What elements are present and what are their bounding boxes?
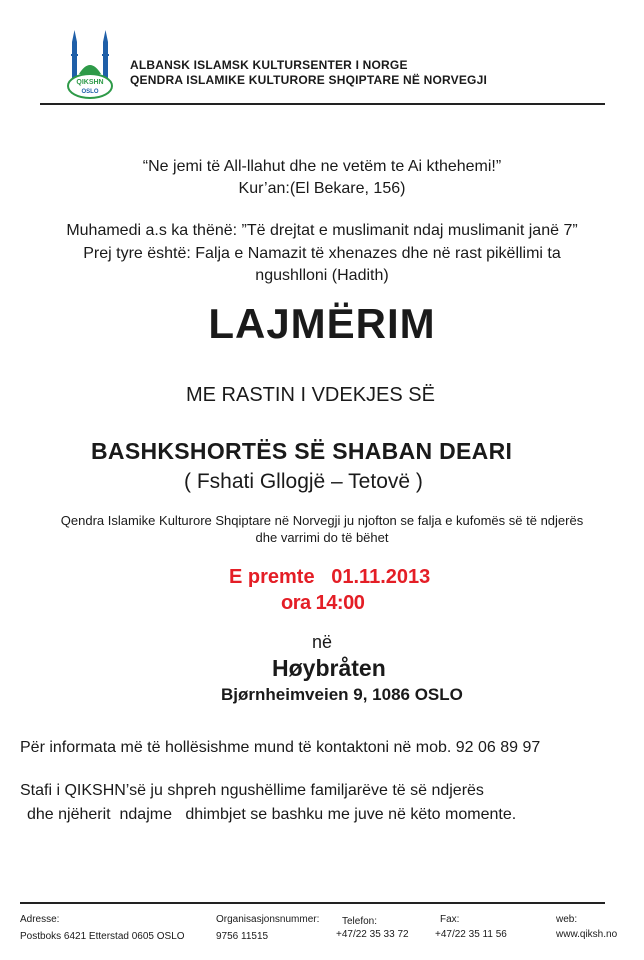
footer-phone-label: Telefon: [342,916,378,927]
hadith-line: Prej tyre është: Falja e Namazit të xhenazes dhe në rast pikëllimi ta [83,245,561,262]
condolence-line: dhe njëherit ndajme dhimbjet se bashku me juve në këto momente. [27,806,517,823]
footer-fax: +47/22 35 11 56 [435,929,507,940]
footer-phone: +47/22 35 33 72 [336,929,409,940]
condolence-line: Stafi i QIKSHN’së ju shpreh ngushëllime familjarëve të së ndjerës [20,782,484,799]
hadith-line: ngushlloni (Hadith) [255,267,389,284]
quran-reference: Kur’an:(El Bekare, 156) [238,180,406,197]
footer-address-label: Adresse: [20,914,60,925]
funeral-notice: dhe varrimi do të bëhet [255,530,389,545]
deceased-name: BASHKSHORTËS SË SHABAN DEARI [91,438,513,464]
funeral-time: ora 14:00 [281,592,365,614]
occasion-text: ME RASTIN I VDEKJES SË [186,384,435,406]
footer-orgnr: 9756 11515 [216,931,269,942]
mosque-logo [66,28,114,100]
footer-address: Postboks 6421 Etterstad 0605 OSLO [20,931,185,942]
header-divider [40,103,605,105]
dome-icon [79,65,101,74]
deceased-village: ( Fshati Gllogjë – Tetovë ) [184,470,423,493]
organization-name-norwegian: ALBANSK ISLAMSK KULTURSENTER I NORGE [130,58,408,72]
organization-name-albanian: QENDRA ISLAMIKE KULTURORE SHQIPTARE NË NORVEGJI [130,73,487,87]
funeral-notice: Qendra Islamike Kulturore Shqiptare në Norvegji ju njofton se falja e kufomës së të ndjerës [60,513,584,528]
logo-subtext: OSLO [81,89,99,95]
minaret-icon [102,30,109,78]
announcement-title: LAJMËRIM [208,300,436,347]
funeral-address: Bjørnheimveien 9, 1086 OSLO [221,685,463,704]
minaret-icon [71,30,78,78]
footer-fax-label: Fax: [440,914,460,925]
logo-text: QIKSHN [76,79,104,86]
footer-orgnr-label: Organisasjonsnummer: [216,914,320,925]
funeral-place: Høybråten [272,655,386,681]
footer-web-label: web: [556,914,578,925]
quran-quote: “Ne jemi të All-llahut dhe ne vetëm te Ai kthehemi!” [142,158,502,175]
footer-divider [20,902,605,904]
hadith-line: Muhamedi a.s ka thënë: ”Të drejtat e muslimanit ndaj muslimanit janë 7” [66,222,578,239]
footer-web-link[interactable]: www.qiksh.no [556,929,618,940]
funeral-date: E premte 01.11.2013 [229,566,431,588]
location-connector: në [312,632,333,652]
contact-info: Për informata më të hollësishme mund të kontaktoni në mob. 92 06 89 97 [20,739,541,756]
